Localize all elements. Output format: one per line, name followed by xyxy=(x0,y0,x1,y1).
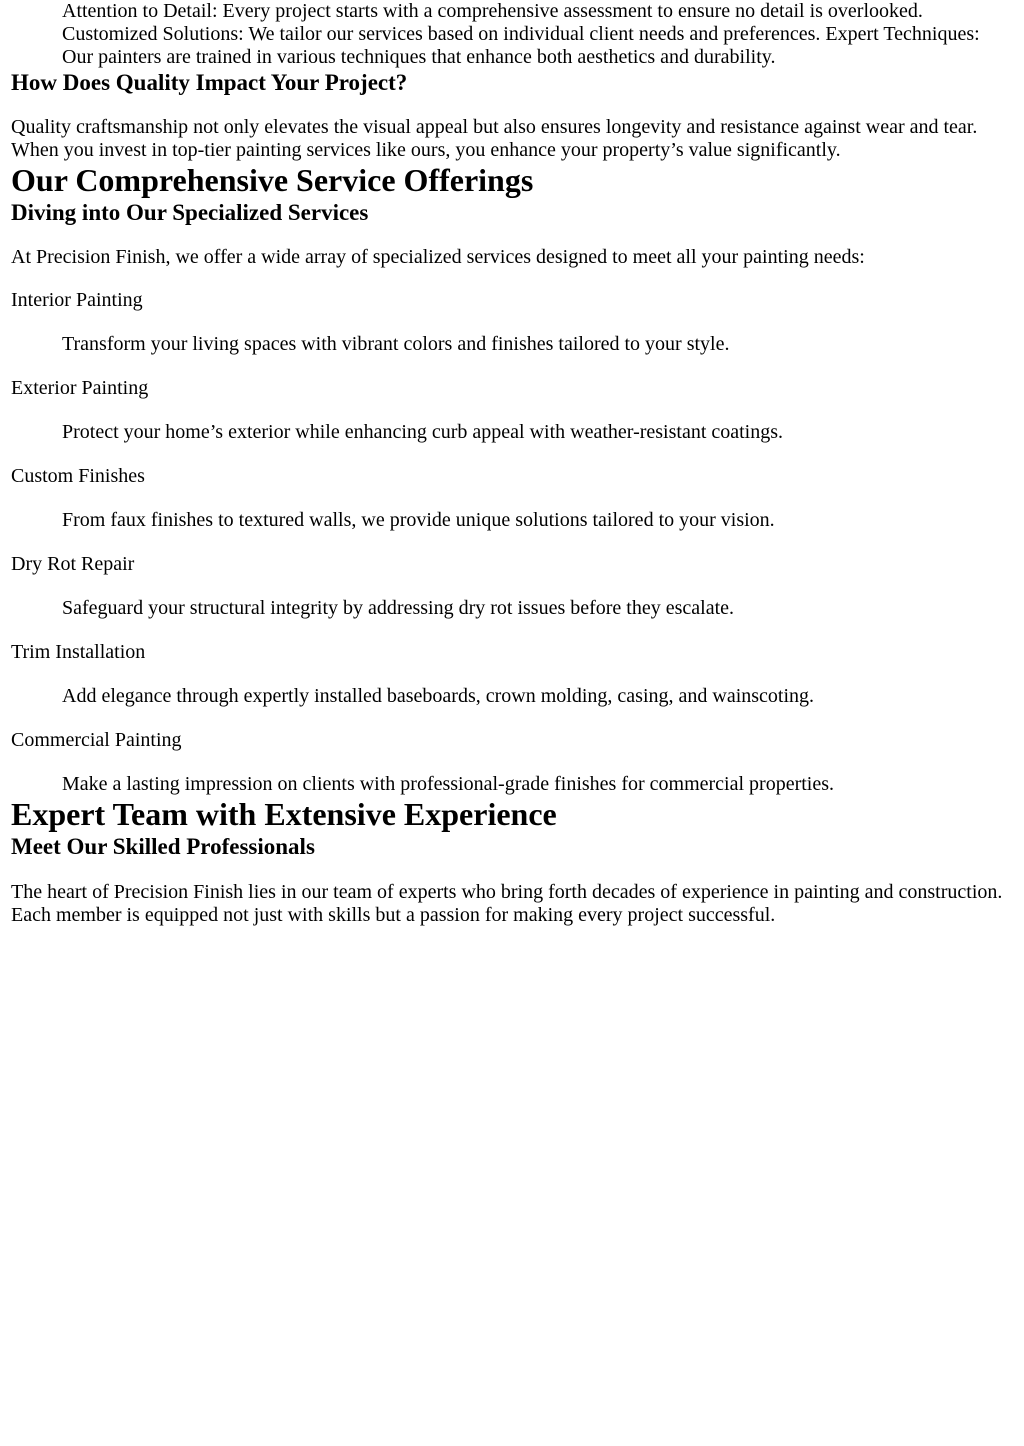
service-desc-custom-finishes: From faux finishes to textured walls, we provide unique solutions tailored to your vision. xyxy=(62,509,775,531)
service-term-dry-rot: Dry Rot Repair xyxy=(11,553,135,575)
service-desc-exterior: Protect your home’s exterior while enhancing curb appeal with weather-resistant coatings. xyxy=(62,421,784,443)
service-term-trim: Trim Installation xyxy=(11,641,146,663)
service-desc-trim: Add elegance through expertly installed baseboards, crown molding, casing, and wainscoting. xyxy=(62,685,815,707)
intro-list-text: Attention to Detail: Every project starts with a comprehensive assessment to ensure no detail is overlooked. Customized Solutions: We tailor our services based on individual client needs and preferences. Expert Techniques: Our painters are trained in various techniques that enhance both aesthetics and durability. xyxy=(62,0,980,68)
service-desc-interior: Transform your living spaces with vibrant colors and finishes tailored to your style. xyxy=(62,333,730,355)
service-list xyxy=(11,289,1013,796)
team-heading: Expert Team with Extensive Experience xyxy=(11,796,557,832)
service-term-commercial: Commercial Painting xyxy=(11,729,182,751)
offerings-paragraph: At Precision Finish, we offer a wide array of specialized services designed to meet all your painting needs: xyxy=(11,246,865,268)
quality-paragraph: Quality craftsmanship not only elevates the visual appeal but also ensures longevity and resistance against wear and tear. When you invest in top-tier painting services like ours, you enhance your property’s value significantly. xyxy=(11,116,978,161)
offerings-heading: Our Comprehensive Service Offerings xyxy=(11,162,534,198)
offerings-subheading: Diving into Our Specialized Services xyxy=(11,200,369,225)
team-paragraph: The heart of Precision Finish lies in our team of experts who bring forth decades of experience in painting and construction. Each member is equipped not just with skills but a passion for making every project successful. xyxy=(11,881,1003,926)
quality-heading: How Does Quality Impact Your Project? xyxy=(11,70,408,95)
service-desc-dry-rot: Safeguard your structural integrity by addressing dry rot issues before they escalate. xyxy=(62,597,735,619)
service-desc-commercial: Make a lasting impression on clients with professional-grade finishes for commercial properties. xyxy=(62,773,835,795)
service-term-exterior: Exterior Painting xyxy=(11,377,149,399)
team-subheading: Meet Our Skilled Professionals xyxy=(11,834,315,859)
service-term-interior: Interior Painting xyxy=(11,289,143,311)
service-term-custom-finishes: Custom Finishes xyxy=(11,465,145,487)
